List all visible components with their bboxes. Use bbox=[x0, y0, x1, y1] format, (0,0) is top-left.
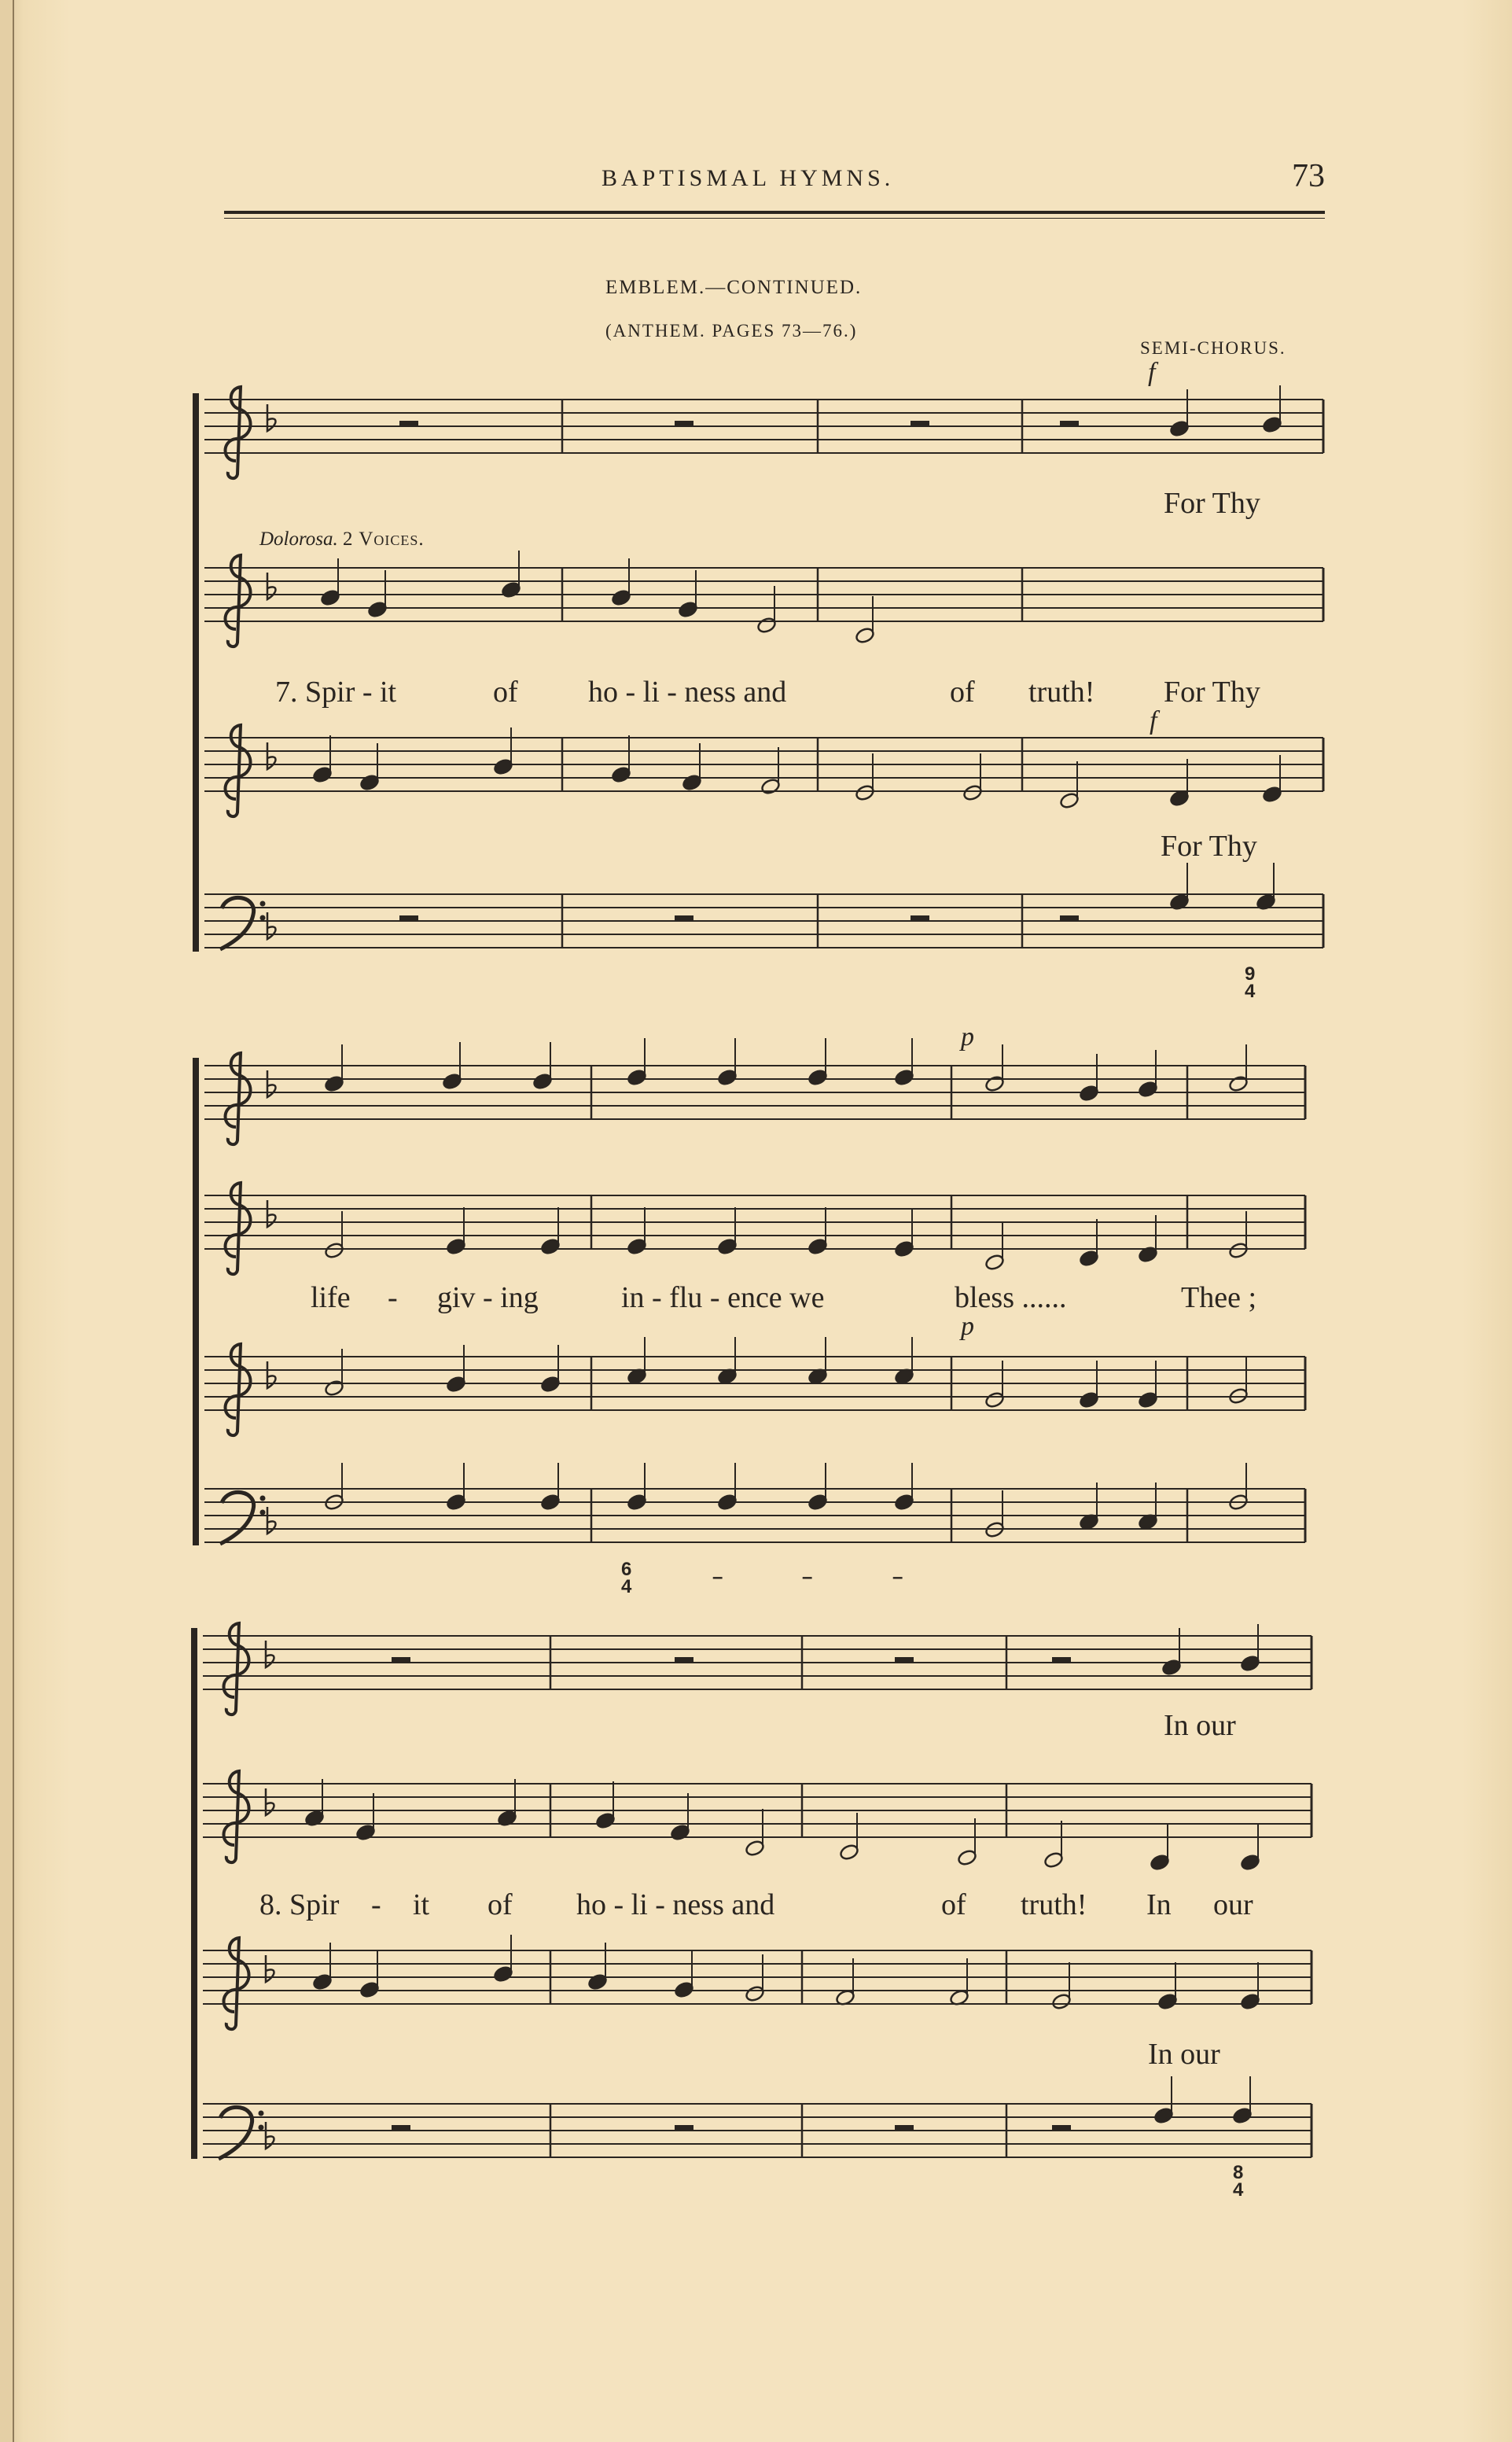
rest-icon bbox=[675, 1657, 693, 1663]
verse-lyric-word: of bbox=[493, 676, 518, 709]
treble-clef-icon bbox=[226, 1053, 251, 1144]
verse-lyric-word: bless ...... bbox=[955, 1281, 1067, 1314]
verse-lyric-word: ho - li - ness and bbox=[576, 1888, 775, 1921]
verse-lyric-word: In bbox=[1146, 1888, 1172, 1921]
verse-lyric-word: giv - ing bbox=[437, 1281, 539, 1314]
bass-clef-dot bbox=[260, 1510, 266, 1516]
verse-lyric-word: Thee ; bbox=[1181, 1281, 1257, 1314]
rest-icon bbox=[1052, 2125, 1071, 2131]
verse-lyric-word: truth! bbox=[1028, 676, 1095, 709]
rest-icon bbox=[399, 915, 418, 921]
rest-icon bbox=[1052, 1657, 1071, 1663]
verse-lyric-word: truth! bbox=[1021, 1888, 1087, 1921]
rest-icon bbox=[399, 421, 418, 426]
figure-continuation: – bbox=[892, 1567, 903, 1588]
bass-clef-dot bbox=[259, 2111, 264, 2116]
rest-icon bbox=[675, 2125, 693, 2131]
verse-lyric-word: 7. Spir - it bbox=[275, 676, 397, 709]
tempo-word: Dolorosa. bbox=[259, 529, 338, 550]
piano-mark: p bbox=[961, 1312, 974, 1341]
verse-lyric-word: ho - li - ness and bbox=[588, 676, 787, 709]
piano-mark: p bbox=[961, 1022, 974, 1052]
verse-lyric-word: of bbox=[487, 1888, 513, 1921]
figure-continuation: – bbox=[802, 1567, 813, 1588]
bass-clef-dot bbox=[260, 901, 266, 907]
verse-lyric-word: life bbox=[311, 1281, 351, 1314]
rest-icon bbox=[911, 421, 929, 426]
rest-icon bbox=[675, 421, 693, 426]
alto-lyric: For Thy bbox=[1161, 830, 1257, 863]
verse-lyric-word: our bbox=[1213, 1888, 1253, 1921]
running-title: BAPTISMAL HYMNS. bbox=[601, 165, 895, 191]
rest-icon bbox=[911, 915, 929, 921]
semi-chorus-label: SEMI-CHORUS. bbox=[1140, 338, 1286, 358]
treble-clef-icon bbox=[226, 725, 251, 816]
bass-clef-icon bbox=[220, 1492, 254, 1544]
figured-bass bbox=[1233, 2164, 1243, 2199]
treble-clef-icon bbox=[226, 1183, 251, 1274]
soprano-lyric: For Thy bbox=[1164, 487, 1260, 520]
rest-icon bbox=[1060, 915, 1079, 921]
treble-clef-icon bbox=[224, 1771, 249, 1862]
forte-mark: f bbox=[1148, 358, 1156, 387]
piece-subtitle: EMBLEM.—CONTINUED. bbox=[605, 277, 863, 298]
figured-bass bbox=[1245, 963, 1256, 1002]
treble-clef-icon bbox=[226, 1344, 251, 1435]
system-bracket bbox=[193, 393, 199, 952]
verse-lyric-word: - bbox=[371, 1888, 381, 1921]
system-bracket bbox=[191, 1628, 197, 2159]
forte-mark: f bbox=[1150, 706, 1157, 735]
rest-icon bbox=[675, 915, 693, 921]
figure-continuation: – bbox=[712, 1567, 723, 1588]
rest-icon bbox=[895, 2125, 914, 2131]
alto-lyric: In our bbox=[1148, 2038, 1220, 2071]
bass-clef-icon bbox=[220, 897, 254, 949]
system-bracket bbox=[193, 1058, 199, 1545]
soprano-lyric: In our bbox=[1164, 1709, 1236, 1742]
page-number: 73 bbox=[1292, 158, 1325, 194]
rest-icon bbox=[895, 1657, 914, 1663]
figure-digit: 4 bbox=[1233, 2179, 1244, 2201]
verse-lyric-word: For Thy bbox=[1164, 676, 1260, 709]
rest-icon bbox=[392, 1657, 410, 1663]
figured-bass bbox=[621, 1561, 631, 1596]
voices-label: 2 Voices. bbox=[343, 529, 425, 550]
bass-clef-dot bbox=[260, 1496, 266, 1501]
bass-clef-dot bbox=[260, 915, 266, 921]
figure-digit: 4 bbox=[1245, 981, 1256, 1002]
treble-clef-icon bbox=[224, 1938, 249, 2029]
bass-clef-dot bbox=[259, 2125, 264, 2131]
treble-clef-icon bbox=[226, 555, 251, 646]
verse-lyric-word: - bbox=[388, 1281, 398, 1314]
treble-clef-icon bbox=[226, 387, 251, 478]
rest-icon bbox=[1060, 421, 1079, 426]
verse-lyric-word: 8. Spir bbox=[259, 1888, 340, 1921]
anthem-reference: (ANTHEM. PAGES 73—76.) bbox=[605, 321, 858, 341]
verse-lyric-word: of bbox=[941, 1888, 966, 1921]
verse-lyric-word: of bbox=[950, 676, 975, 709]
verse-lyric-word: in - flu - ence we bbox=[621, 1281, 825, 1314]
rest-icon bbox=[392, 2125, 410, 2131]
treble-clef-icon bbox=[224, 1623, 249, 1715]
verse-lyric-word: it bbox=[413, 1888, 430, 1921]
figure-digit: 4 bbox=[621, 1576, 632, 1597]
figure-digit: 6 bbox=[621, 1559, 632, 1580]
figure-digit: 9 bbox=[1245, 963, 1256, 985]
bass-clef-icon bbox=[219, 2107, 252, 2159]
figure-digit: 8 bbox=[1233, 2162, 1244, 2183]
